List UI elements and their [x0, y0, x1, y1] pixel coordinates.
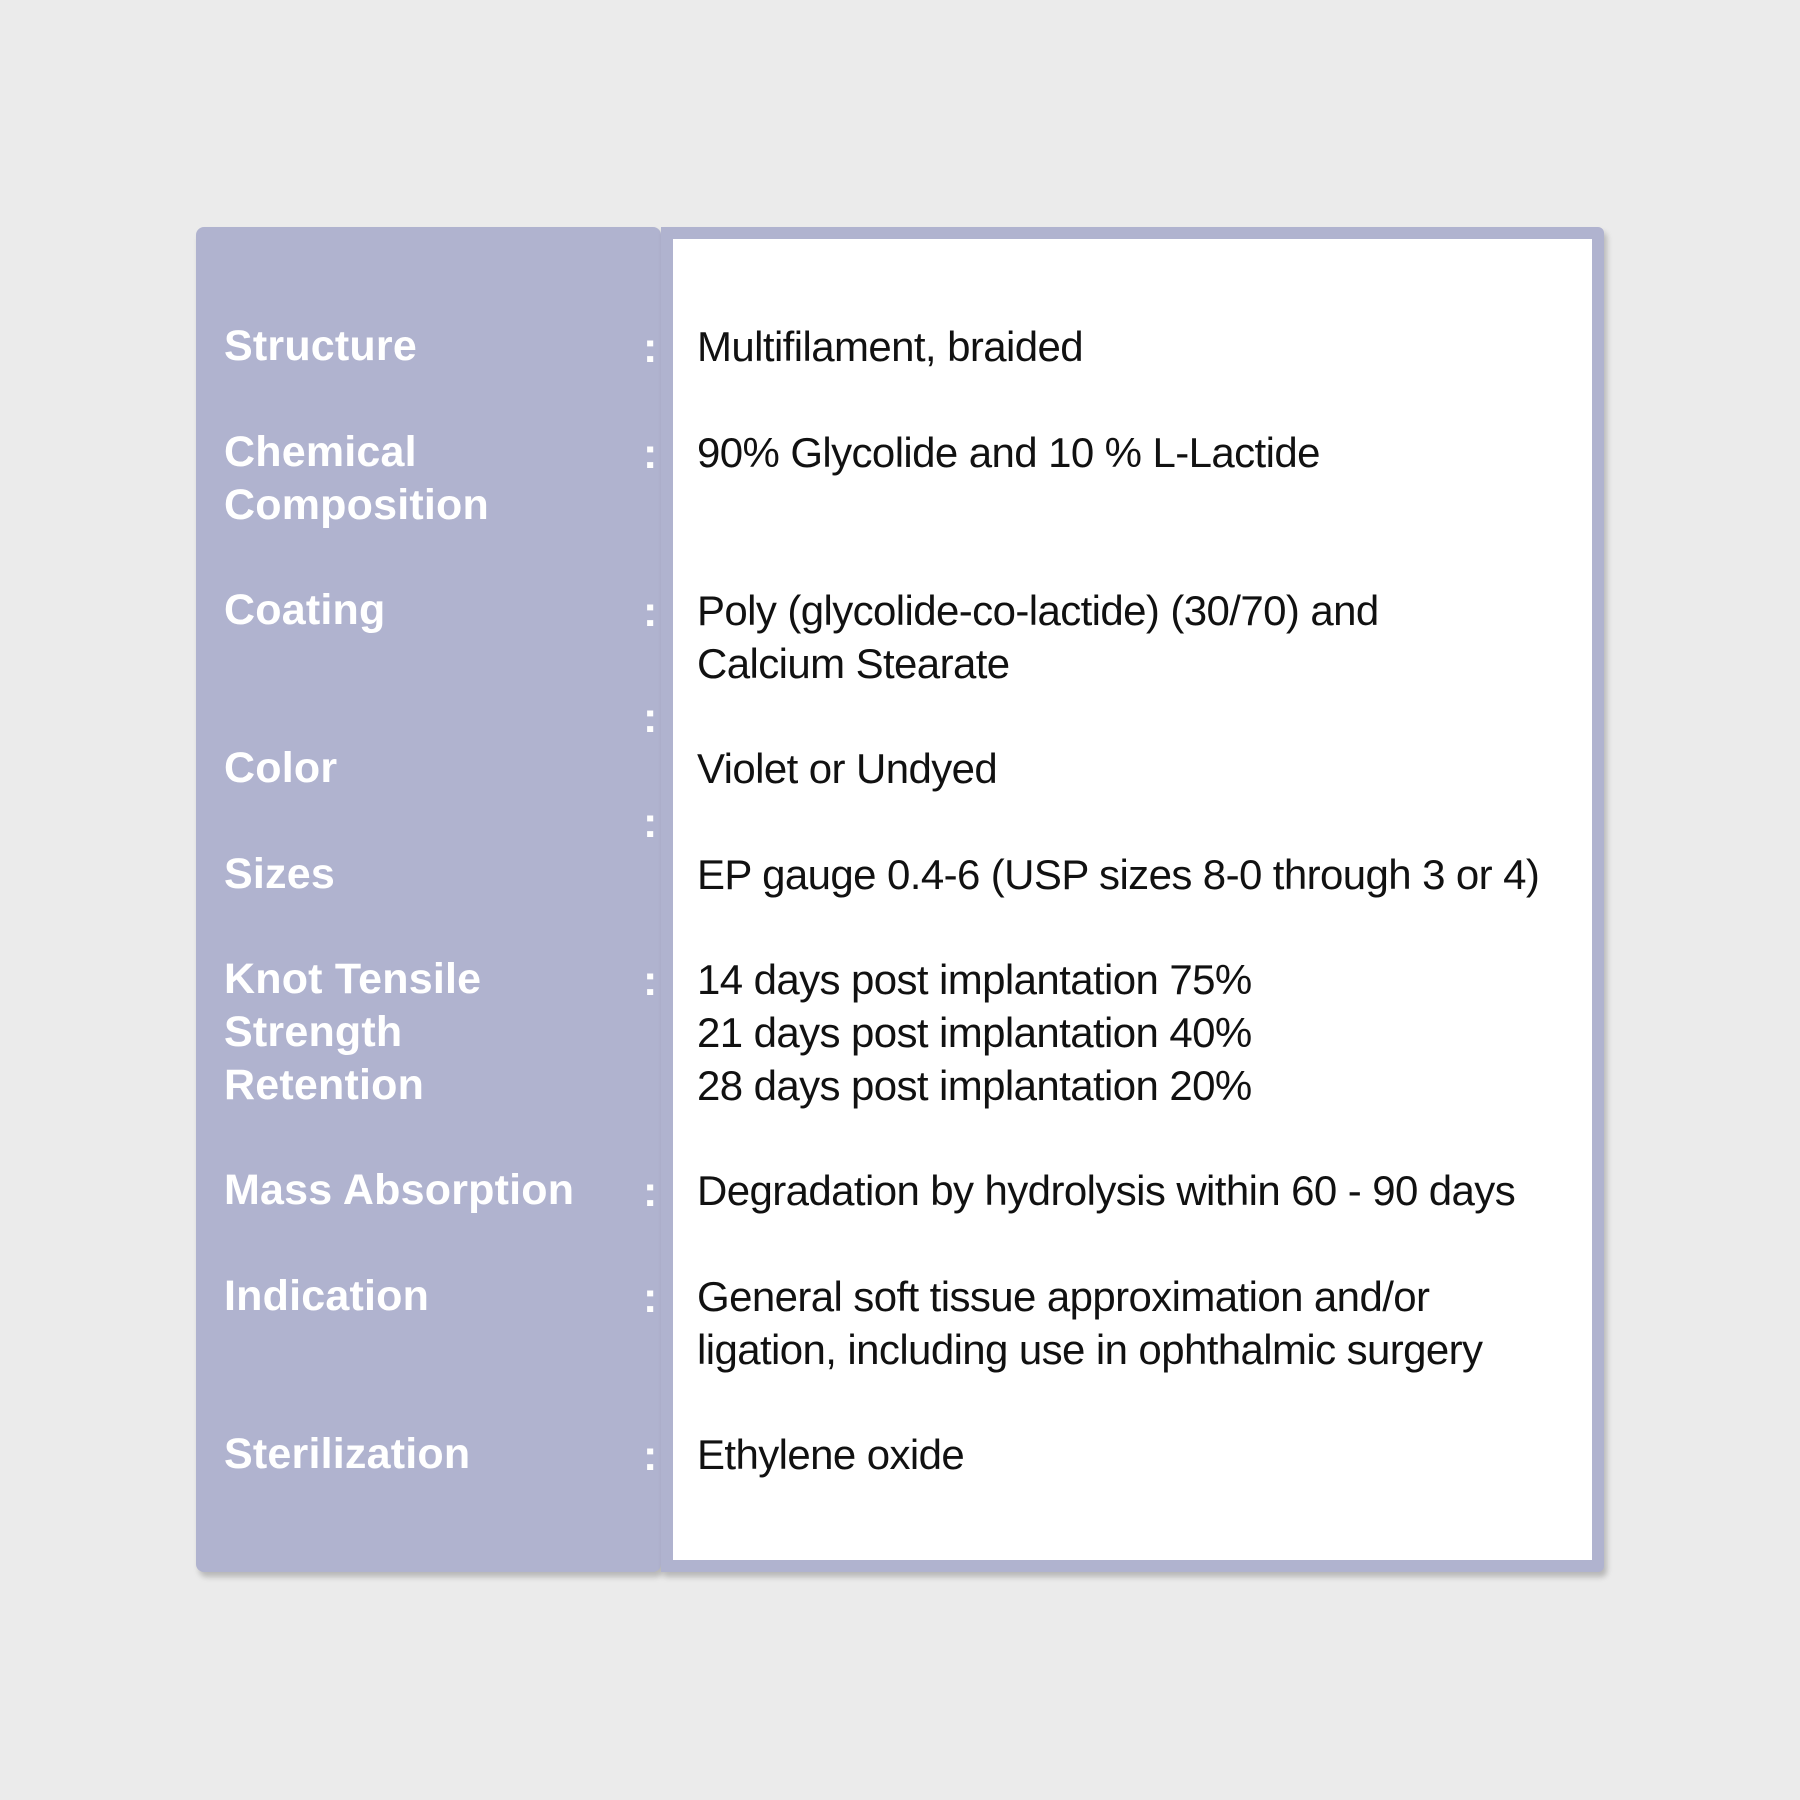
label-sizes: Sizes: [224, 850, 335, 898]
value-structure: Multifilament, braided: [697, 323, 1083, 370]
value-chemical-composition: 90% Glycolide and 10 % L-Lactide: [697, 429, 1320, 476]
separator-mass-absorption: :: [643, 1168, 658, 1216]
separator-coating: :: [643, 588, 658, 636]
value-knot-tensile-strength-retention: 14 days post implantation 75% 21 days post implantation 40% 28 days post implantation 20%: [697, 956, 1252, 1109]
separator-color: :: [643, 694, 658, 742]
label-chemical-composition: Chemical Composition: [224, 428, 489, 529]
value-color: Violet or Undyed: [697, 745, 998, 792]
separator-structure: :: [643, 324, 658, 372]
label-knot-tensile-strength-retention: Knot Tensile Strength Retention: [224, 955, 482, 1109]
label-indication: Indication: [224, 1272, 430, 1320]
value-sizes: EP gauge 0.4-6 (USP sizes 8-0 through 3 or 4): [697, 851, 1540, 898]
separator-knot-tensile-strength-retention: :: [643, 957, 658, 1005]
label-color: Color: [224, 744, 338, 792]
value-indication: General soft tissue approximation and/or ligation, including use in ophthalmic surgery: [697, 1273, 1483, 1373]
separator-indication: :: [643, 1274, 658, 1322]
label-coating: Coating: [224, 586, 386, 634]
value-sterilization: Ethylene oxide: [697, 1431, 965, 1478]
separator-sizes: :: [643, 799, 658, 847]
value-mass-absorption: Degradation by hydrolysis within 60 - 90 days: [697, 1167, 1516, 1214]
separator-chemical-composition: :: [643, 430, 658, 478]
label-sterilization: Sterilization: [224, 1430, 471, 1478]
separator-sterilization: :: [643, 1432, 658, 1480]
value-coating: Poly (glycolide-co-lactide) (30/70) and Calcium Stearate: [697, 587, 1379, 687]
label-structure: Structure: [224, 322, 417, 370]
label-mass-absorption: Mass Absorption: [224, 1166, 575, 1214]
